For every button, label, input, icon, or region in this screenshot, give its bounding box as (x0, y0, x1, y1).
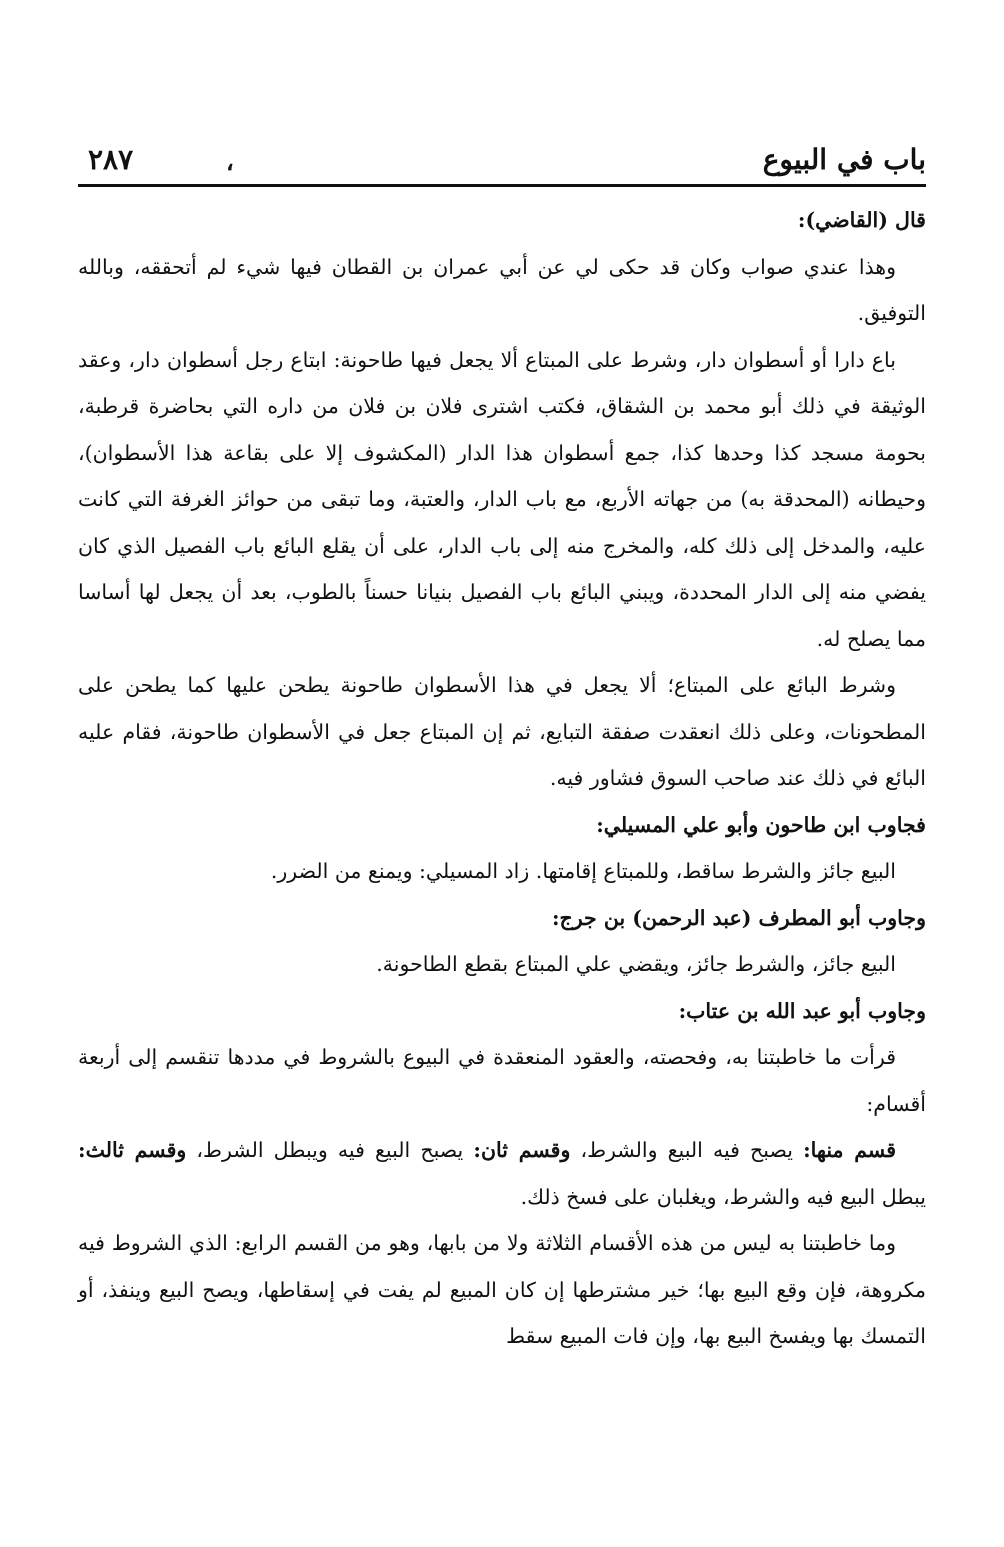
header-rule (78, 184, 926, 187)
answer-heading: فجاوب ابن طاحون وأبو علي المسيلي: (596, 812, 926, 837)
header-separator: ، (226, 147, 234, 176)
division-label: وقسم ثالث: (78, 1138, 187, 1162)
paragraph: قرأت ما خاطبتنا به، وفحصته، والعقود المنعقدة في البيوع بالشروط في مددها تنقسم إلى أربعة أقسام: (78, 1045, 926, 1116)
division-label: وقسم ثان: (473, 1138, 571, 1162)
paragraph: وشرط البائع على المبتاع؛ ألا يجعل في هذا الأسطوان طاحونة يطحن عليها كما يطحن على المطحونات، وعلى ذلك انعقدت صفقة التبايع، ثم إن المبتاع جعل في الأسطوان طاحونة، فقام عليه البائع في ذلك عند صاحب السوق فشاور فيه. (78, 673, 926, 790)
paragraph: وما خاطبتنا به ليس من هذه الأقسام الثلاثة ولا من بابها، وهو من القسم الرابع: الذي الشروط فيه مكروهة، فإن وقع البيع بها؛ خير مشترطها إن كان المبيع لم يفت في إسقاطها، ويصح البيع وينفذ، أو التمسك بها ويفسخ البيع بها، وإن فات المبيع سقط (78, 1231, 926, 1348)
answer-text: البيع جائز، والشرط جائز، ويقضي علي المبتاع بقطع الطاحونة. (376, 952, 896, 976)
document-page (78, 140, 926, 1360)
division-text: يصبح البيع فيه ويبطل الشرط، (186, 1138, 474, 1162)
page-body (78, 197, 926, 1360)
division-paragraph (78, 1127, 926, 1220)
section-heading-qadi: قال (القاضي): (797, 208, 926, 232)
paragraph: وهذا عندي صواب وكان قد حكى لي عن أبي عمران بن القطان فيها شيء لم أتحققه، وبالله التوفيق. (78, 254, 926, 325)
page-header (78, 140, 926, 184)
answer-heading: وجاوب أبو عبد الله بن عتاب: (678, 998, 926, 1023)
answer-heading: وجاوب أبو المطرف (عبد الرحمن) بن جرج: (551, 905, 926, 930)
answer-text: البيع جائز والشرط ساقط، وللمبتاع إقامتها. زاد المسيلي: ويمنع من الضرر. (270, 859, 896, 883)
division-text: يبطل البيع فيه والشرط، ويغلبان على فسخ ذلك. (520, 1184, 926, 1209)
page-number: ٢٨٧ (88, 143, 134, 176)
paragraph: باع دارا أو أسطوان دار، وشرط على المبتاع ألا يجعل فيها طاحونة: ابتاع رجل أسطوان دار، وعقد الوثيقة في ذلك أبو محمد بن الشقاق، فكتب اشترى فلان بن فلان من داره التي بحاضرة قرطبة، بحومة مسجد كذا وحدها كذا، جمع أسطوان هذا الدار (المكشوف إلا على بقاعة هذا الأسطوان)، وحيطانه (المحدقة به) من جهاته الأربع، مع باب الدار، والعتبة، وما تبقى من حوائز الغرفة التي كانت عليه، والمدخل إلى ذلك كله، والمخرج منه إلى باب الدار، على أن يقلع البائع باب الفصيل الذي كان يفضي منه إلى الدار المحددة، ويبني البائع باب الفصيل بنيانا حسناً بالطوب، بعد أن يجعل لها أساسا مما يصلح له. (78, 347, 926, 651)
division-text: يصبح فيه البيع والشرط، (570, 1138, 804, 1162)
running-title: باب في البيوع (762, 143, 926, 176)
division-label: قسم منها: (803, 1138, 896, 1162)
